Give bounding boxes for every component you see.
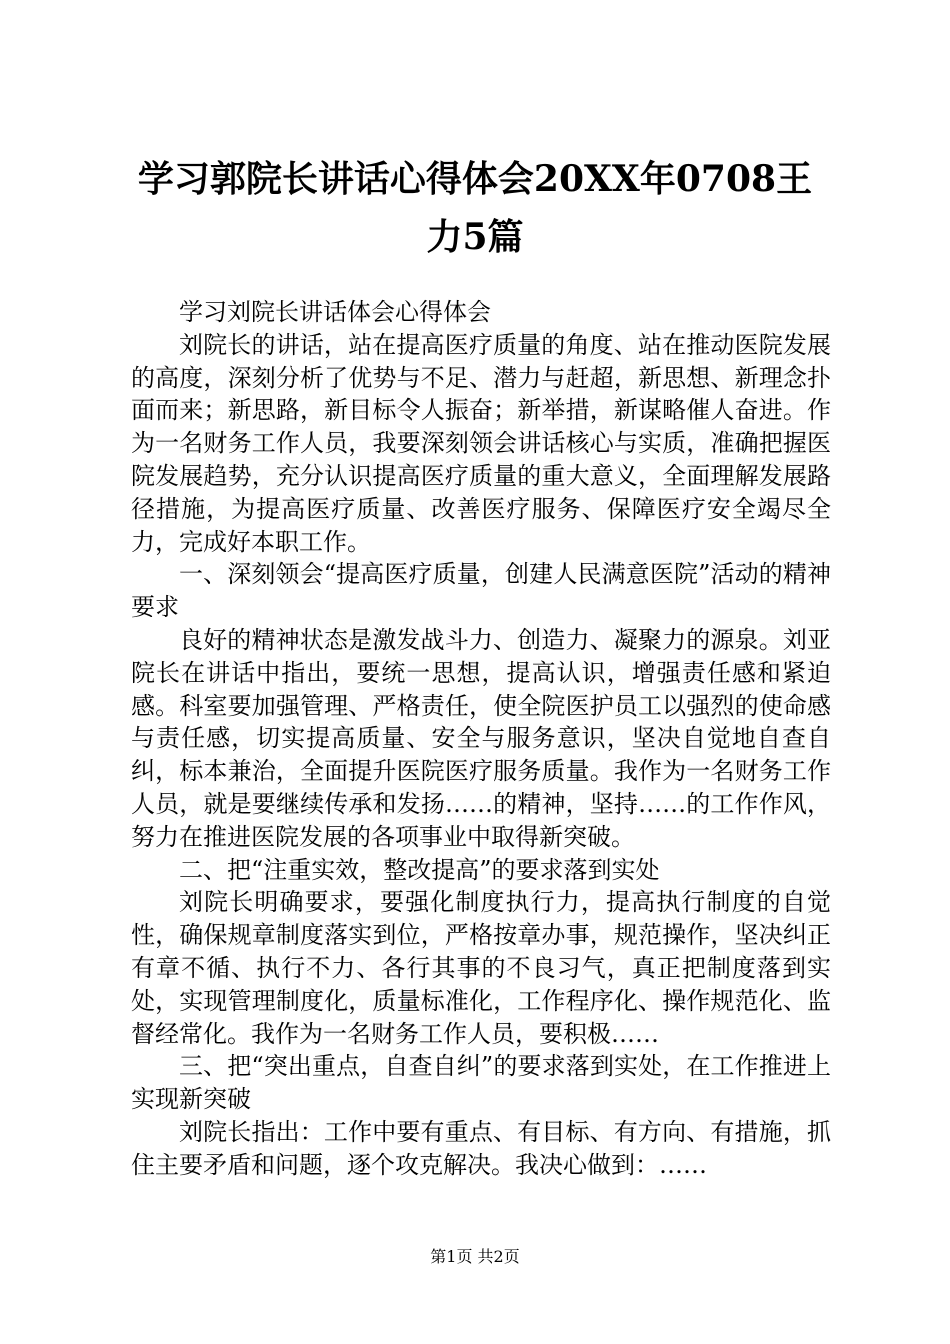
document-title: 学习郭院长讲话心得体会20XX年0708王力5篇 (137, 158, 813, 258)
section-heading-1: 一、深刻领会“提高医疗质量，创建人民满意医院”活动的精神要求 (131, 560, 831, 622)
document-body (131, 296, 831, 1182)
paragraph-section-3: 刘院长指出：工作中要有重点、有目标、有方向、有措施，抓住主要矛盾和问题，逐个攻克解决。我决心做到：…… (131, 1117, 831, 1179)
page-footer: 第1页 共2页 (430, 1247, 520, 1266)
paragraph-section-1: 良好的精神状态是激发战斗力、创造力、凝聚力的源泉。刘亚院长在讲话中指出，要统一思想，提高认识，增强责任感和紧迫感。科室要加强管理、严格责任，使全院医护员工以强烈的使命感与责任感，切实提高质量、安全与服务意识，坚决自觉地自查自纠，标本兼治，全面提升医院医疗服务质量。我作为一名财务工作人员，就是要继续传承和发扬……的精神，坚持……的工作作风，努力在推进医院发展的各项事业中取得新突破。 (131, 625, 831, 851)
paragraph-section-2: 刘院长明确要求，要强化制度执行力，提高执行制度的自觉性，确保规章制度落实到位，严格按章办事，规范操作，坚决纠正有章不循、执行不力、各行其事的不良习气，真正把制度落到实处，实现管理制度化，质量标准化，工作程序化、操作规范化、监督经常化。我作为一名财务工作人员，要积极…… (131, 888, 831, 1048)
section-heading-2: 二、把“注重实效，整改提高”的要求落到实处 (179, 855, 660, 884)
section-heading-3: 三、把“突出重点，自查自纠”的要求落到实处，在工作推进上实现新突破 (131, 1052, 831, 1114)
paragraph-subtitle: 学习刘院长讲话体会心得体会 (179, 298, 491, 326)
paragraph-intro: 刘院长的讲话，站在提高医疗质量的角度、站在推动医院发展的高度，深刻分析了优势与不足、潜力与赶超，新思想、新理念扑面而来；新思路，新目标令人振奋；新举措，新谋略催人奋进。作为一名财务工作人员，我要深刻领会讲话核心与实质，准确把握医院发展趋势，充分认识提高医疗质量的重大意义，全面理解发展路径措施，为提高医疗质量、改善医疗服务、保障医疗安全竭尽全力，完成好本职工作。 (131, 330, 831, 556)
